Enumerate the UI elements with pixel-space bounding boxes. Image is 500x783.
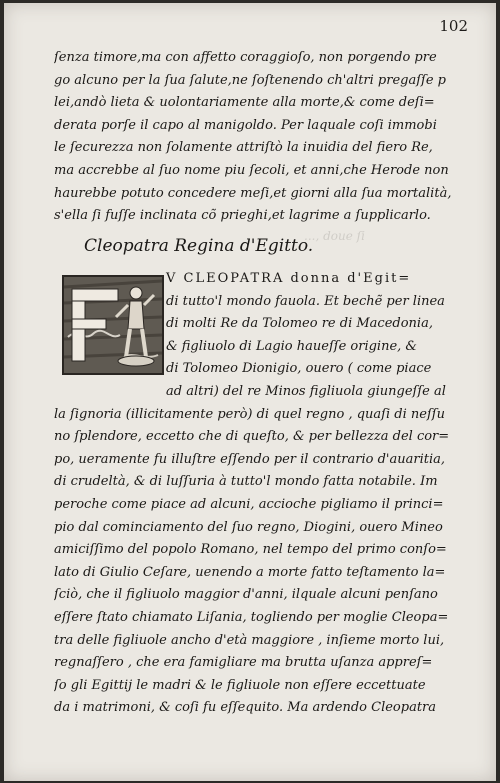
book-page [4,3,496,781]
text-line: ſenza timore,ma con affetto coraggioſo, non porgendo pre [54,50,437,65]
text-line: V CLEOPATRA donna d'Egit= [166,271,412,286]
text-line: di Tolomeo Dionigio, ouero ( come piace [166,361,432,377]
text-line: da i matrimoni, & coſi fu eſſequito. Ma ardendo Cleopatra [54,700,437,716]
text-line: go alcuno per la ſua ſalute,ne ſoſtenendo ch'altri pregaſſe p [54,72,447,88]
text-line: peroche come piace ad alcuni, accioche pigliamo il princi= [54,496,444,512]
text-line: lato di Giulio Ceſare, uenendo a morte fatto teſtamento la= [54,564,446,580]
text-line: pio dal cominciamento del ſuo regno, Diogini, ouero Mineo [54,519,443,535]
text-block-chapter [54,268,474,720]
text-line: & figliuolo di Lagio haueſſe origine, & [166,338,417,354]
bleed-through-text: ..., doue ſi [304,229,365,243]
chapter-heading: Cleopatra Regina d'Egitto. [84,236,314,256]
text-line: eſſere ſtato chiamato Liſania, togliendo per moglie Cleopa= [54,609,449,625]
text-line: haurebbe potuto concedere meſi,et giorni alla ſua mortalità, [54,185,452,201]
text-line: ſo gli Egittij le madri & le figliuole non eſſere eccettuate [54,677,426,693]
text-line: ad altri) del re Minos figliuola giungeſſe al [166,383,446,399]
text-line: le ſecurezza non ſolamente attriſtò la inuidia del fiero Re, [54,140,433,156]
text-line: di molti Re da Tolomeo re di Macedonia, [166,316,433,332]
text-line: regnaſſero , che era famigliare ma brutta uſanza appreſ= [54,655,433,671]
text-line: tra delle figliuole ancho d'età maggiore , inſieme morto lui, [54,632,445,648]
text-line: di tutto'l mondo fauola. Et bechẽ per linea [166,293,445,309]
text-line: la ſignoria (illicitamente però) di quel regno , quaſi di neſſu [54,406,445,422]
text-line: ſciò, che il figliuolo maggior d'anni, ilquale alcuni penſano [54,587,438,603]
text-block-top [54,47,466,228]
text-line: derata porſe il capo al manigoldo. Per laquale coſi immobi [54,117,437,133]
text-line: s'ella ſi fuſſe inclinata cõ prieghi,et lagrime a ſupplicarlo. [54,208,431,224]
text-line: ma accrebbe al ſuo nome piu ſecoli, et anni,che Herode non [54,162,449,178]
text-line: no ſplendore, eccetto che di queſto, & per bellezza del cor= [54,429,450,445]
text-line: lei,andò lieta & uolontariamente alla morte,& come deſi= [54,95,435,111]
text-line: amiciſſimo del popolo Romano, nel tempo del primo conſo= [54,542,447,558]
text-line: di crudeltà, & di luſſuria à tutto'l mondo fatta notabile. Im [54,474,438,490]
page-number: 102 [439,17,468,35]
text-line: po, ueramente fu illuſtre eſſendo per il contrario d'auaritia, [54,451,446,467]
